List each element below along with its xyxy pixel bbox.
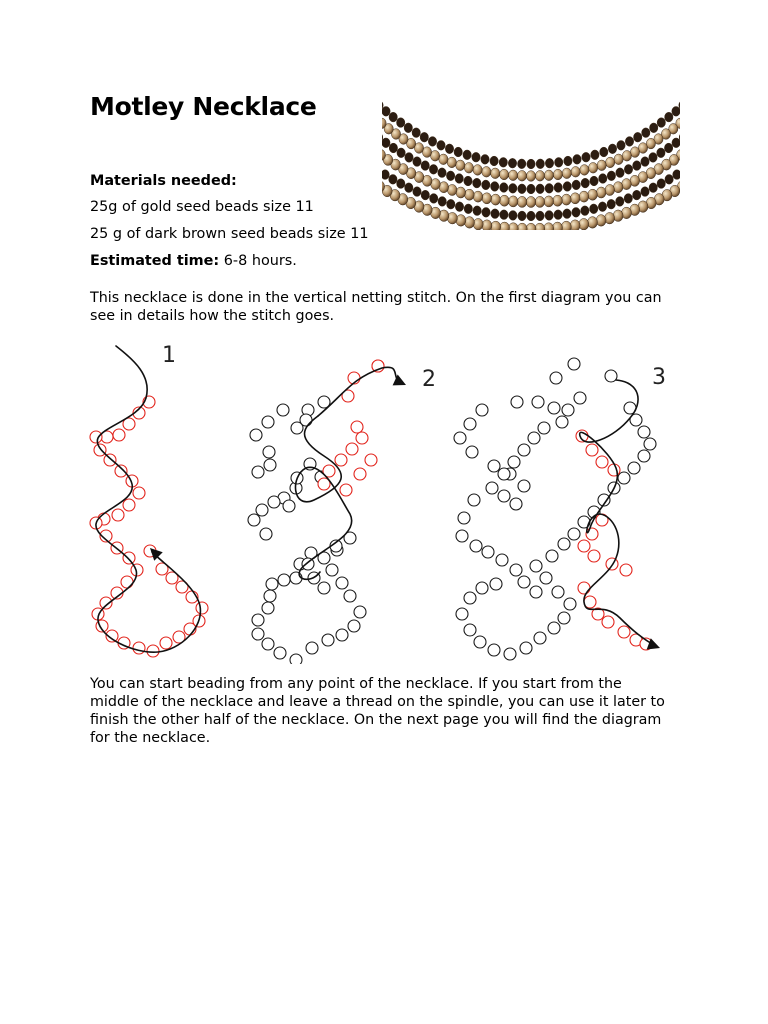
bead [336,577,348,589]
bead [545,158,553,168]
bead [526,223,536,230]
bead [421,161,429,171]
bead [528,432,540,444]
bead [571,167,580,178]
bead [336,629,348,641]
bead [650,123,658,133]
bead [147,645,159,657]
bead [306,642,318,654]
bead [482,546,494,558]
bead [518,184,526,194]
bead [518,576,530,588]
bead [591,150,599,160]
bead [335,454,347,466]
bead [348,620,360,632]
bead [248,514,260,526]
bead [123,499,135,511]
bead [474,636,486,648]
bead [600,147,608,157]
estimated-time [90,252,297,270]
bead [624,164,632,174]
bead [596,215,606,227]
bead [657,118,665,128]
bead [564,598,576,610]
bead [553,195,563,206]
bead [589,163,598,174]
bead [510,498,522,510]
bead [665,112,673,122]
bead [456,608,468,620]
bead [554,210,562,220]
bead [665,174,673,184]
bead [526,171,535,182]
bead [634,132,642,142]
material-item: 25 g of dark brown seed beads size 11 [90,226,369,242]
bead [638,450,650,462]
bead [553,169,562,180]
bead [486,482,498,494]
bead [509,183,517,193]
bead [90,431,102,443]
bead [264,459,276,471]
bead [599,174,607,184]
bead [262,602,274,614]
bead [447,184,457,195]
bead [526,196,536,207]
bead [264,590,276,602]
bead [500,183,508,193]
bead [578,540,590,552]
bead [644,438,656,450]
bead [500,169,509,180]
bead [672,138,680,148]
bead [464,592,476,604]
bead [354,606,366,618]
bead [455,174,463,184]
bead [617,140,625,150]
bead [544,223,554,230]
bead [389,112,397,122]
bead [596,187,606,198]
bead [518,444,530,456]
bead [616,197,624,207]
bead [446,171,454,181]
bead [463,150,471,160]
bead [536,184,544,194]
bead [579,191,589,202]
bead [413,187,421,197]
bead [535,171,544,182]
bead [536,211,544,221]
bead [428,137,436,147]
bead [608,464,620,476]
bead [618,472,630,484]
bead [133,487,145,499]
bead [274,647,286,659]
bead [283,500,295,512]
bead [544,170,553,181]
bead [509,211,517,221]
bead [160,637,172,649]
arrow-head [393,374,409,390]
bead [454,432,466,444]
bead [527,159,535,169]
bead [438,197,446,207]
bead [490,578,502,590]
bead [465,189,475,200]
bead [482,193,492,204]
necklace-photo [382,88,680,230]
bead [263,446,275,458]
estimated-time-value: 6-8 hours. [219,253,297,269]
bead [614,154,623,165]
bead [633,161,641,171]
bead [588,217,598,229]
step-number: 3 [652,365,666,390]
bead [121,576,133,588]
bead [473,178,481,188]
bead [598,202,606,212]
bead [112,509,124,521]
bead [262,416,274,428]
bead [633,190,641,200]
bead [590,204,598,214]
bead [260,528,272,540]
bead [344,590,356,602]
step-number: 1 [162,343,176,368]
intro-paragraph: This necklace is done in the vertical netting stitch. On the first diagram you can see in details how the stitch goes. [90,290,662,324]
bead [586,444,598,456]
bead [642,128,650,138]
bead [590,176,598,186]
bead [544,196,554,207]
bead [437,140,445,150]
bead [397,118,405,128]
bead [412,128,420,138]
bead [456,530,468,542]
bead [602,616,614,628]
bead [535,223,545,230]
bead [382,138,390,148]
bead [545,211,553,221]
bead [464,418,476,430]
bead [447,199,455,209]
bead [638,426,650,438]
bead [605,370,617,382]
bead [473,218,483,230]
bead [508,223,518,230]
bead [613,182,623,193]
bead [518,480,530,492]
bead [563,182,571,192]
bead [518,211,526,221]
bead [508,196,518,207]
bead [455,202,463,212]
bead [389,174,397,184]
bead [562,404,574,416]
bead [552,586,564,598]
bead [458,512,470,524]
bead [351,421,363,433]
bead [354,468,366,480]
bead [534,632,546,644]
bead [556,416,568,428]
bead [491,182,499,192]
bead [554,183,562,193]
bead [405,183,413,193]
bead [597,160,606,171]
bead [397,179,405,189]
bead [511,396,523,408]
bead [500,222,510,230]
bead [546,550,558,562]
bead [530,560,542,572]
bead [527,211,535,221]
bead [196,602,208,614]
bead [262,638,274,650]
bead [397,148,405,158]
bead [491,194,501,205]
bead [581,178,589,188]
bead [509,170,518,181]
bead [568,358,580,370]
bead [538,422,550,434]
bead [268,496,280,508]
thread-path [318,367,402,416]
bead [465,217,475,229]
bead [508,158,516,168]
bead [620,564,632,576]
bead [508,456,520,468]
bead [540,572,552,584]
bead [472,152,480,162]
bead [491,168,500,179]
bead [421,190,429,200]
bead [649,153,657,163]
bead [664,143,672,153]
bead [558,612,570,624]
bead [518,159,526,169]
bead [291,422,303,434]
bead [498,490,510,502]
bead [94,444,106,456]
bead [365,454,377,466]
step-number: 2 [422,367,436,392]
bead [616,168,624,178]
bead [389,143,397,153]
bead [476,582,488,594]
bead [607,199,615,209]
bead [527,184,535,194]
bead [456,187,466,198]
bead [520,642,532,654]
bead [256,504,268,516]
bead [517,196,527,207]
bead [123,552,135,564]
bead [278,574,290,586]
bead [624,194,632,204]
bead [454,147,462,157]
stitch-diagram [84,338,684,664]
bead [536,159,544,169]
bead [113,429,125,441]
bead [581,206,589,216]
bead [564,156,572,166]
bead [277,404,289,416]
bead [464,163,473,174]
bead [535,196,545,207]
bead [500,195,510,206]
bead [553,222,563,230]
bead [561,221,571,230]
bead [608,144,616,154]
bead [555,157,563,167]
bead [563,209,571,219]
bead [438,168,446,178]
bead [356,432,368,444]
bead [596,456,608,468]
materials-heading: Materials needed: [90,173,237,189]
bead [413,157,421,167]
bead [470,540,482,552]
bead [322,634,334,646]
bead [568,528,580,540]
bead [420,132,428,142]
bead [290,654,302,664]
bead [579,218,589,230]
bead [252,628,264,640]
bead [473,191,483,202]
bead [605,184,615,195]
bead [562,194,572,205]
bead [115,465,127,477]
bead [618,626,630,638]
bead [104,454,116,466]
bead [532,396,544,408]
bead [586,528,598,540]
bead [476,404,488,416]
bead [488,460,500,472]
bead [649,183,657,193]
bead [481,154,489,164]
bead [382,106,390,116]
bead [266,578,278,590]
bead [404,123,412,133]
bead [482,207,490,217]
bead [628,462,640,474]
bead [570,220,580,230]
bead [510,564,522,576]
bead [496,554,508,566]
bead [588,189,598,200]
bead [548,622,560,634]
bead [447,157,456,168]
bead [607,171,615,181]
bead [482,167,491,178]
bead [466,446,478,458]
bead [673,170,680,180]
bead [548,402,560,414]
bead [657,179,665,189]
bead [517,171,526,182]
bead [491,209,499,219]
bead [517,223,527,230]
bead [572,180,580,190]
bead [464,624,476,636]
bead [482,180,490,190]
page-title: Motley Necklace [90,92,317,121]
bead [456,160,465,171]
bead [464,204,472,214]
estimated-time-label: Estimated time: [90,253,220,269]
bead [439,154,448,165]
bead [504,648,516,660]
bead [499,157,507,167]
bead [491,221,501,230]
bead [622,151,631,162]
bead [672,106,680,116]
bead [252,614,264,626]
bead [473,206,481,216]
bead [574,392,586,404]
bead [625,137,633,147]
bead [641,157,649,167]
bead [405,153,413,163]
bead [382,170,389,180]
bead [326,564,338,576]
bead [340,484,352,496]
bead [490,156,498,166]
bead [473,165,482,176]
bead [431,151,440,162]
bead [530,586,542,598]
bead [500,210,508,220]
bead [580,165,589,176]
material-item: 25g of gold seed beads size 11 [90,199,314,215]
bead [588,550,600,562]
closing-paragraph: You can start beading from any point of the necklace. If you start from the middle of the necklace and leave a thread on the spindle, you can use it later to finish the other half of the necklace. On the next page you will find the diagram for the necklace. [90,676,665,746]
bead [445,144,453,154]
bead [250,429,262,441]
bead [630,147,639,158]
bead [429,164,437,174]
bead [558,538,570,550]
bead [573,154,581,164]
bead [641,187,649,197]
bead [570,193,580,204]
bead [582,152,590,162]
bead [657,148,665,158]
bead [545,183,553,193]
bead [468,494,480,506]
bead [346,443,358,455]
bead [550,372,562,384]
bead [606,157,615,168]
bead [318,582,330,594]
bead [498,468,510,480]
bead [464,176,472,186]
bead [430,194,438,204]
bead [562,168,571,179]
bead [578,582,590,594]
bead [572,207,580,217]
bead [488,644,500,656]
bead [252,466,264,478]
